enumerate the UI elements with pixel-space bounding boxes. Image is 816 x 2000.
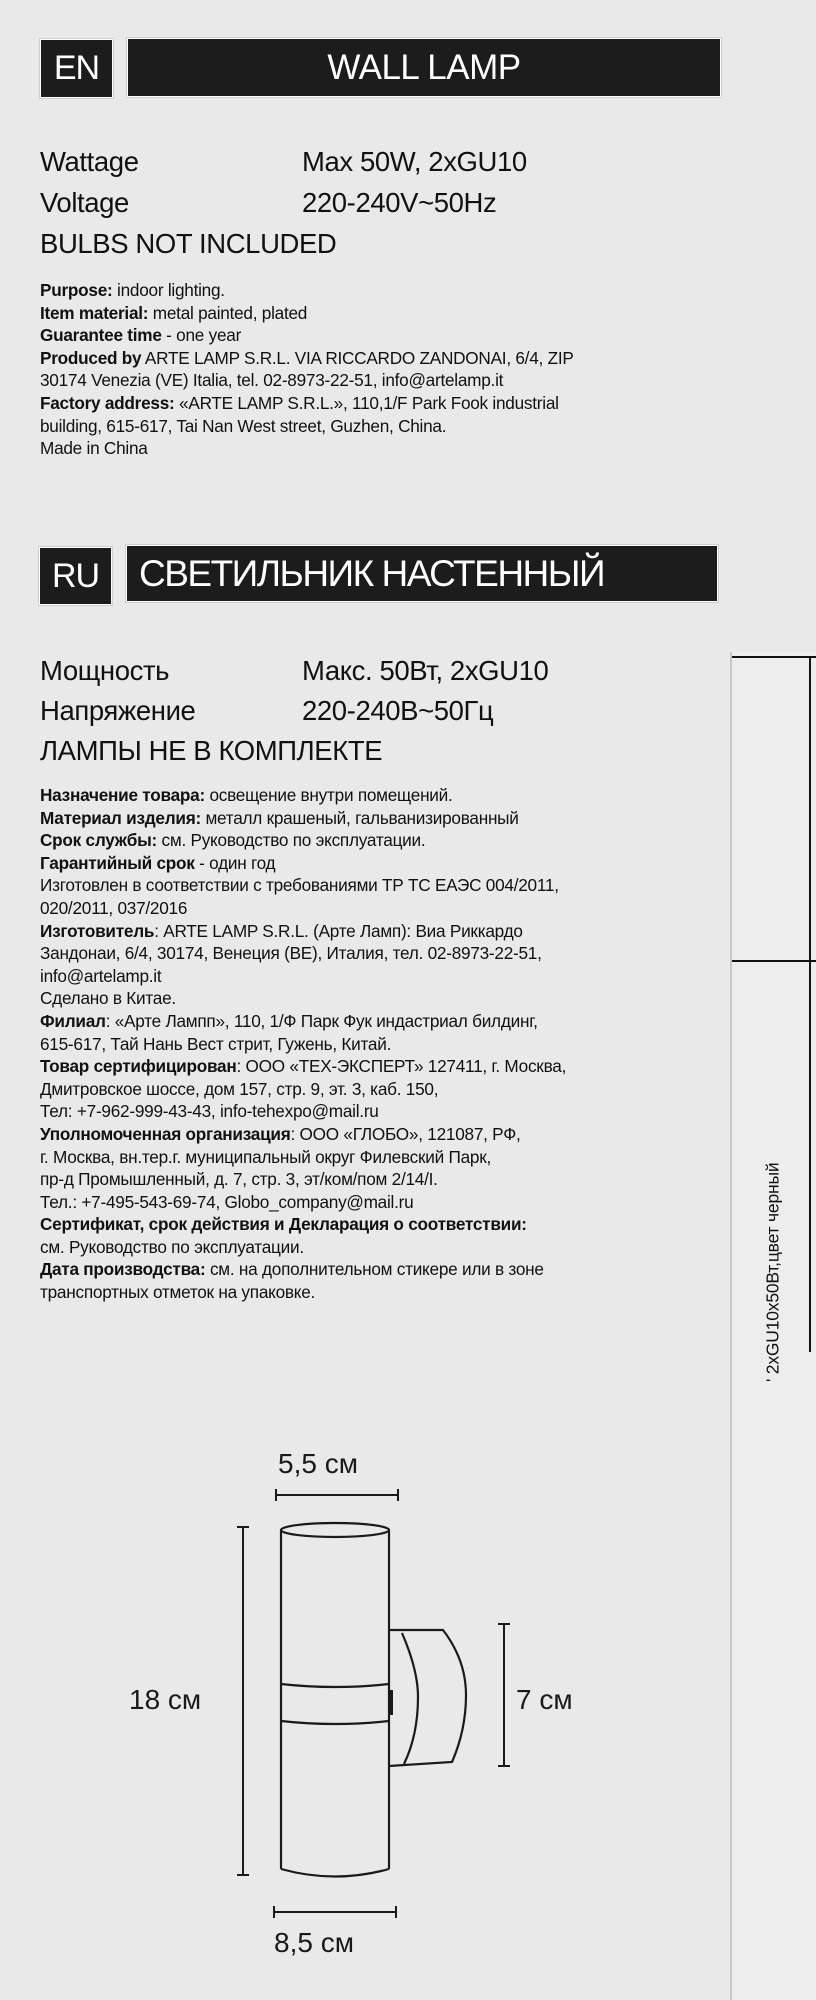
detail-line: Guarantee time - one year [40, 325, 242, 346]
lang-code-en: EN [53, 49, 100, 87]
dimension-line-bottom-width [274, 1906, 396, 1918]
page-title-en: WALL LAMP [327, 47, 521, 87]
bulbs-notice-ru: ЛАМПЫ НЕ В КОМПЛЕКТЕ [40, 735, 383, 766]
dimension-base-height-label: 7 см [516, 1684, 573, 1715]
detail-line: Изготовлен в соответствии с требованиями ТР ТС ЕАЭС 004/2011, [40, 875, 559, 896]
page-title-ru: СВЕТИЛЬНИК НАСТЕННЫЙ [139, 552, 605, 594]
spec-value: Макс. 50Вт, 2xGU10 [302, 655, 549, 686]
lamp-body [281, 1523, 466, 1877]
detail-line: Сертификат, срок действия и Декларация о соответствии: [40, 1214, 527, 1235]
details-ru [40, 784, 720, 1304]
dimension-top-width-label: 5,5 см [278, 1448, 358, 1479]
detail-line: Дата производства: см. на дополнительном стикере или в зоне [40, 1259, 544, 1280]
lang-code-ru: RU [51, 556, 100, 595]
spec-value: Max 50W, 2xGU10 [302, 146, 527, 177]
side-strip-text: ' 2xGU10x50Вт,цвет черный [762, 1162, 783, 1382]
detail-line: Item material: metal painted, plated [40, 302, 308, 323]
detail-line: Purpose: indoor lighting. [40, 280, 225, 300]
detail-line: Назначение товара: освещение внутри помещений. [40, 785, 453, 805]
detail-line: Made in China [40, 438, 148, 459]
spec-value: 220-240В~50Гц [302, 695, 494, 726]
lang-badge-ru [39, 547, 112, 605]
detail-line: г. Москва, вн.тер.г. муниципальный округ Филевский Парк, [40, 1146, 491, 1167]
spec-label: Voltage [40, 187, 129, 218]
detail-line: Produced by ARTE LAMP S.R.L. VIA RICCARDO ZANDONAI, 6/4, ZIP [40, 347, 574, 368]
lang-badge-en [40, 39, 113, 98]
detail-line: Изготовитель: ARTE LAMP S.R.L. (Арте Ламп): Виа Риккардо [40, 920, 523, 941]
bulbs-notice-en: BULBS NOT INCLUDED [40, 228, 337, 259]
detail-line: Factory address: «ARTE LAMP S.R.L.», 110,1/F Park Fook industrial [40, 392, 559, 413]
side-strip-divider [732, 656, 816, 658]
detail-line: Тел: +7-962-999-43-43, info-tehexpo@mail.ru [40, 1101, 379, 1122]
detail-line: см. Руководство по эксплуатации. [40, 1236, 304, 1257]
details-en [40, 279, 720, 460]
dimension-bottom-width-label: 8,5 см [274, 1927, 354, 1958]
detail-line: Сделано в Китае. [40, 988, 176, 1009]
detail-line: Тел.: +7-495-543-69-74, Globo_company@mail.ru [40, 1191, 414, 1212]
spec-label: Мощность [40, 655, 170, 686]
dimension-line-height [237, 1527, 249, 1875]
dimension-height-label: 18 см [129, 1684, 202, 1715]
spec-row-voltage [40, 187, 497, 219]
detail-line: транспортных отметок на упаковке. [40, 1282, 316, 1303]
detail-line: Уполномоченная организация: ООО «ГЛОБО», 121087, РФ, [40, 1123, 521, 1144]
detail-line: 30174 Venezia (VE) Italia, tel. 02-8973-22-51, info@artelamp.it [40, 370, 504, 391]
dimension-line-top-width [276, 1489, 398, 1501]
spec-row-voltage-ru [40, 695, 494, 727]
title-bar-en [127, 38, 721, 97]
detail-line: Материал изделия: металл крашеный, гальванизированный [40, 807, 519, 828]
detail-line: 615-617, Тай Нань Вест стрит, Гужень, Китай. [40, 1033, 392, 1054]
detail-line: 020/2011, 037/2016 [40, 897, 188, 918]
detail-line: Дмитровское шоссе, дом 157, стр. 9, эт. 3, каб. 150, [40, 1078, 439, 1099]
spec-row-wattage [40, 146, 527, 178]
detail-line: Филиал: «Арте Лампп», 110, 1/Ф Парк Фук индастриал билдинг, [40, 1010, 538, 1031]
side-strip-divider [732, 960, 816, 962]
side-strip-divider [809, 656, 811, 1352]
detail-line: Товар сертифицирован: ООО «ТЕХ-ЭКСПЕРТ» 127411, г. Москва, [40, 1056, 567, 1077]
detail-line: Гарантийный срок - один год [40, 852, 276, 873]
title-bar-ru [126, 545, 718, 602]
detail-line: building, 615-617, Tai Nan West street, Guzhen, China. [40, 415, 447, 436]
spec-label: Wattage [40, 146, 139, 177]
detail-line: пр-д Промышленный, д. 7, стр. 3, эт/ком/пом 2/14/I. [40, 1169, 438, 1190]
detail-line: Зандонаи, 6/4, 30174, Венеция (ВЕ), Италия, тел. 02-8973-22-51, [40, 943, 542, 964]
detail-line: Срок службы: см. Руководство по эксплуатации. [40, 830, 426, 851]
spec-label: Напряжение [40, 695, 196, 726]
spec-row-power [40, 655, 549, 687]
spec-value: 220-240V~50Hz [302, 187, 497, 218]
lamp-dimension-diagram [0, 1440, 720, 2000]
detail-line: info@artelamp.it [40, 965, 162, 986]
dimension-line-base-height [498, 1624, 510, 1766]
